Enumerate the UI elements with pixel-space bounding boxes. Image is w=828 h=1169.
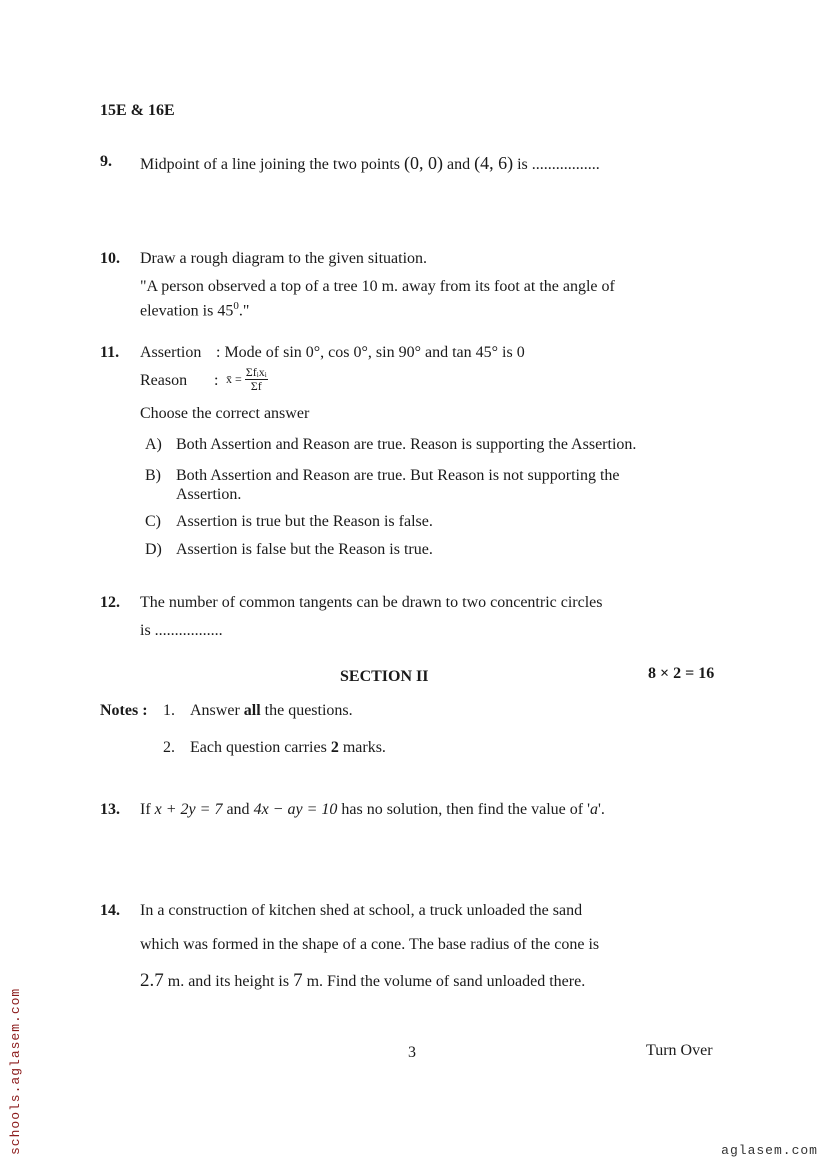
note-1-text: Answer all the questions. [190, 702, 353, 719]
option-b-text-cont: Assertion. [176, 486, 242, 503]
note-1-number: 1. [163, 702, 175, 719]
question-9-text: Midpoint of a line joining the two points (0, 0) and (4, 6) is ................. [140, 153, 600, 173]
question-12-line-1: The number of common tangents can be drawn to two concentric circles [140, 594, 603, 611]
option-d-text: Assertion is false but the Reason is true. [176, 541, 433, 558]
side-watermark: schools.aglasem.com [8, 987, 23, 1155]
reason-formula: x̄ = $\frac{\text{Σfᵢxᵢ}}{\Sigma f}$ [226, 365, 267, 393]
reason-label: Reason [140, 372, 188, 389]
option-d-letter: D) [145, 541, 162, 558]
note-2-number: 2. [163, 739, 175, 756]
assertion-text: : Mode of sin 0°, cos 0°, sin 90° and tan 45° is 0 [216, 344, 525, 361]
turn-over: Turn Over [646, 1042, 713, 1059]
question-number-10: 10. [100, 250, 120, 267]
notes-label: Notes : [100, 702, 148, 719]
question-number-12: 12. [100, 594, 120, 611]
option-a-letter: A) [145, 436, 162, 453]
option-a-text: Both Assertion and Reason are true. Reason is supporting the Assertion. [176, 436, 637, 453]
question-13-text: If x + 2y = 7 and 4x − ay = 10 has no solution, then find the value of 'a'. [140, 801, 605, 818]
section-marks: 8 × 2 = 16 [648, 665, 715, 682]
option-b-letter: B) [145, 467, 161, 484]
question-14-line-3: 2.7 m. and its height is 7 m. Find the volume of sand unloaded there. [140, 970, 586, 991]
question-10-line-2: "A person observed a top of a tree 10 m. away from its foot at the angle of [140, 278, 615, 295]
option-b-text: Both Assertion and Reason are true. But Reason is not supporting the [176, 467, 620, 484]
paper-code: 15E & 16E [100, 102, 175, 119]
question-10-line-3: elevation is $45^0$." [140, 300, 250, 320]
bottom-watermark: aglasem.com [721, 1143, 818, 1158]
question-10-line-1: Draw a rough diagram to the given situation. [140, 250, 428, 267]
page-number: 3 [408, 1044, 416, 1061]
option-c-letter: C) [145, 513, 161, 530]
reason-colon: : [214, 372, 219, 389]
question-number-11: 11. [100, 344, 120, 361]
option-c-text: Assertion is true but the Reason is false. [176, 513, 433, 530]
question-12-line-2: is ................. [140, 622, 223, 639]
assertion-label: Assertion [140, 344, 202, 361]
question-14-line-1: In a construction of kitchen shed at school, a truck unloaded the sand [140, 902, 583, 919]
question-14-line-2: which was formed in the shape of a cone. The base radius of the cone is [140, 936, 600, 953]
question-number-13: 13. [100, 801, 120, 818]
section-title: SECTION II [340, 668, 429, 685]
question-11-prompt: Choose the correct answer [140, 405, 310, 422]
question-number-14: 14. [100, 902, 120, 919]
question-number-9: 9. [100, 153, 112, 170]
note-2-text: Each question carries 2 marks. [190, 739, 386, 756]
